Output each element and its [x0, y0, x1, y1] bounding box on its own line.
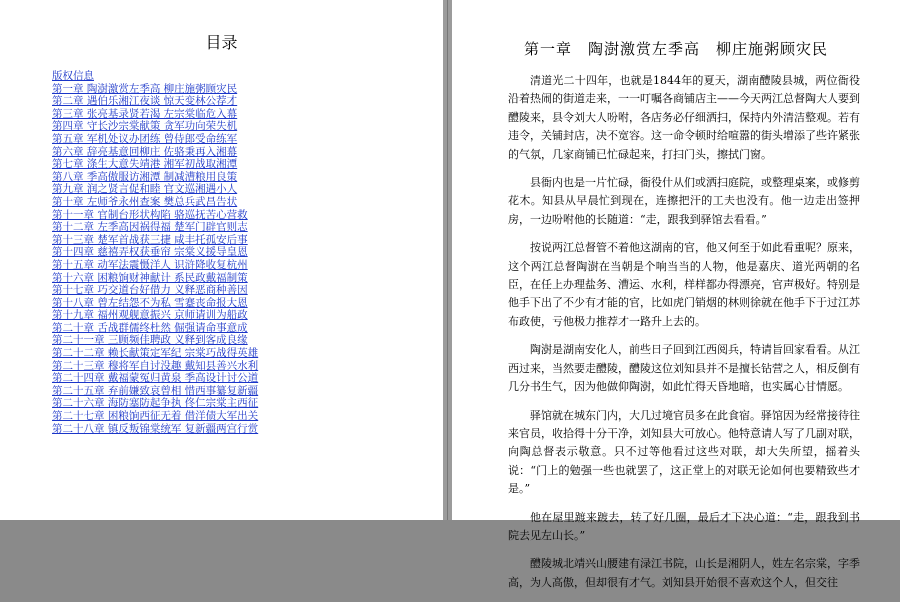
- toc-link-chapter[interactable]: 第二十章 舌战群儒终杜然 倔强请命事意成: [52, 321, 248, 334]
- toc-link-chapter[interactable]: 第十六章 困粮饷财神献计 系民政戴福制策: [52, 271, 248, 284]
- toc-link-chapter[interactable]: 第二十七章 困粮饷西征无着 借洋债大军出关: [52, 410, 259, 423]
- toc-link-chapter[interactable]: 第四章 守长沙宗棠献策 贪军功向荣失机: [52, 120, 238, 133]
- paragraph: 醴陵城北靖兴山腰建有渌江书院，山长是湘阴人，姓左名宗棠，字季高，为人高傲，但却很有才气。刘知县开始很不喜欢这个人，但交往: [508, 557, 860, 589]
- right-page: [452, 0, 900, 589]
- paragraph: 驿馆就在城东门内，大几过境官员多在此食宿。驿馆因为经常接待往来官员，收拾得十分干净，刘知县大可放心。他特意请人写了几副对联，向陶总督表示敬意。只不过等他看过这些对联，却大失所望，摇着头说：“门上的勉强一些也就罢了，这正堂上的对联无论如何也要精致些才是。”: [508, 408, 860, 496]
- toc-link-chapter[interactable]: 第二十四章 戴福蒙冤归黄泉 季高设计讨公道: [52, 372, 259, 385]
- toc-link-chapter[interactable]: 第十八章 曾左结怨不为私 雪蹇丧命报大恩: [52, 296, 248, 309]
- paragraph: 县衙内也是一片忙碌，衙役什从们或洒扫庭院，或整理桌案，或修剪花木。知县从早晨忙到现在，连擦把汗的工夫也没有。他一边走出签押房，一边吩咐他的长随道：“走，跟我到驿馆去看看。”: [508, 176, 860, 226]
- left-page: [0, 0, 443, 520]
- paragraph: 清道光二十四年，也就是1844年的夏天，湖南醴陵县城，两位衙役沿着热闹的街道走来，一一叮嘱各商铺店主——今天两江总督陶大人要到醴陵来，县令刘大人吩咐，各店务必仔细洒扫，保持内外清洁整观。若有违令，关铺封店，决不宽容。这一命令顿时给喧嚣的街头增添了些许紧张的气氛，几家商铺已忙碌起来，打扫门头，擦拭门窗。: [508, 74, 860, 161]
- paragraph: 陶澍是湖南安化人，前些日子回到江西阅兵，特请旨回家看看。从江西过来，当然要走醴陵，醴陵这位刘知县并不是擅长钻营之人，相反倒有几分书生气，因为他做仰陶澍，如此忙得天昏地暗，也实属心甘情愿。: [508, 343, 860, 394]
- toc-link-chapter[interactable]: 第七章 涤生大意失靖港 湘军初战取湘潭: [52, 158, 238, 171]
- paragraph: 他在屋里踱来踱去，转了好几圈，最后才下决心道：“走，跟我到书院去见左山长。”: [508, 510, 860, 542]
- toc-link-chapter[interactable]: 第九章 润之贤言促和睦 官文巡湘遇小人: [52, 183, 238, 196]
- table-of-contents: [52, 70, 432, 435]
- paragraph: 按说两江总督管不着他这湖南的官，他又何至于如此看重呢？原来，这个两江总督陶澍在当朝是个响当当的人物，他是嘉庆、道光两朝的名臣，在任上办理盐务、漕运、水利，样样都办得漂亮，官声极好。特别是他手下出了不少有才能的官，比如虎门销烟的林则徐就在他手下于过江苏布政使，亏他极力推荐才一路升上去的。: [508, 241, 860, 328]
- toc-link-chapter[interactable]: 第二十五章 弃前嫌致哀曾相 惜西事纂复新疆: [52, 384, 259, 397]
- page-divider: [443, 0, 452, 520]
- toc-link-chapter[interactable]: 第十五章 动军法震慑洋人 识浒降收复杭州: [52, 258, 248, 271]
- toc-link-chapter[interactable]: 第二章 遇伯乐湘江夜谈 惊天变林公荐才: [52, 95, 238, 108]
- toc-link-chapter[interactable]: 第十九章 福州观舰意振兴 京师请训为船政: [52, 309, 248, 322]
- toc-link-chapter[interactable]: 第六章 辞亮基意回柳庄 佐骆秉再入湘幕: [52, 145, 238, 158]
- toc-link-chapter[interactable]: 第二十六章 海防塞防起争执 佟仁宗棠主西征: [52, 397, 259, 410]
- toc-link-chapter[interactable]: 第一章 陶澍激赏左季高 柳庄施粥顾灾民: [52, 82, 238, 95]
- toc-link-copyright[interactable]: 版权信息: [52, 70, 94, 82]
- toc-link-chapter[interactable]: 第十三章 楚军首战获三捷 咸丰托孤安后事: [52, 233, 248, 246]
- toc-link-chapter[interactable]: 第二十一章 三顾频佳聘政 义释到客成良缘: [52, 334, 248, 347]
- toc-link-chapter[interactable]: 第十七章 巧交道台好借力 义释恶商种善因: [52, 284, 248, 297]
- toc-link-chapter[interactable]: 第十章 左师爷永州查案 樊总兵武昌告状: [52, 195, 238, 208]
- toc-link-chapter[interactable]: 第三章 张亮基录贤若渴 左宗棠临危入幕: [52, 107, 238, 120]
- toc-link-chapter[interactable]: 第十四章 慈禧弄权获垂帘 宗棠义援导皇恩: [52, 246, 248, 259]
- toc-link-chapter[interactable]: 第二十三章 穆将军自讨没趣 戴知县善兴水利: [52, 359, 259, 372]
- toc-link-chapter[interactable]: 第五章 军机处议办团练 曾侍郎受命练军: [52, 132, 238, 145]
- chapter-title: 第一章 陶澍激赏左季高 柳庄施粥顾灾民: [523, 40, 828, 58]
- chapter-body: [508, 72, 860, 602]
- toc-title: 目录: [205, 33, 238, 52]
- toc-link-chapter[interactable]: 第八章 季高傲服访湘潭 制减漕粮用良策: [52, 170, 238, 183]
- toc-link-chapter[interactable]: 第二十二章 赖长献策定军纪 宗棠巧战得英雄: [52, 347, 259, 360]
- toc-link-chapter[interactable]: 第十一章 官制台形状构陷 骆巡抚苦心营救: [52, 208, 248, 221]
- toc-link-chapter[interactable]: 第二十八章 镇反叛锦棠统军 复新疆两宫行赏: [52, 422, 259, 435]
- toc-link-chapter[interactable]: 第十二章 左季高因祸得福 楚军门辟官则志: [52, 221, 248, 234]
